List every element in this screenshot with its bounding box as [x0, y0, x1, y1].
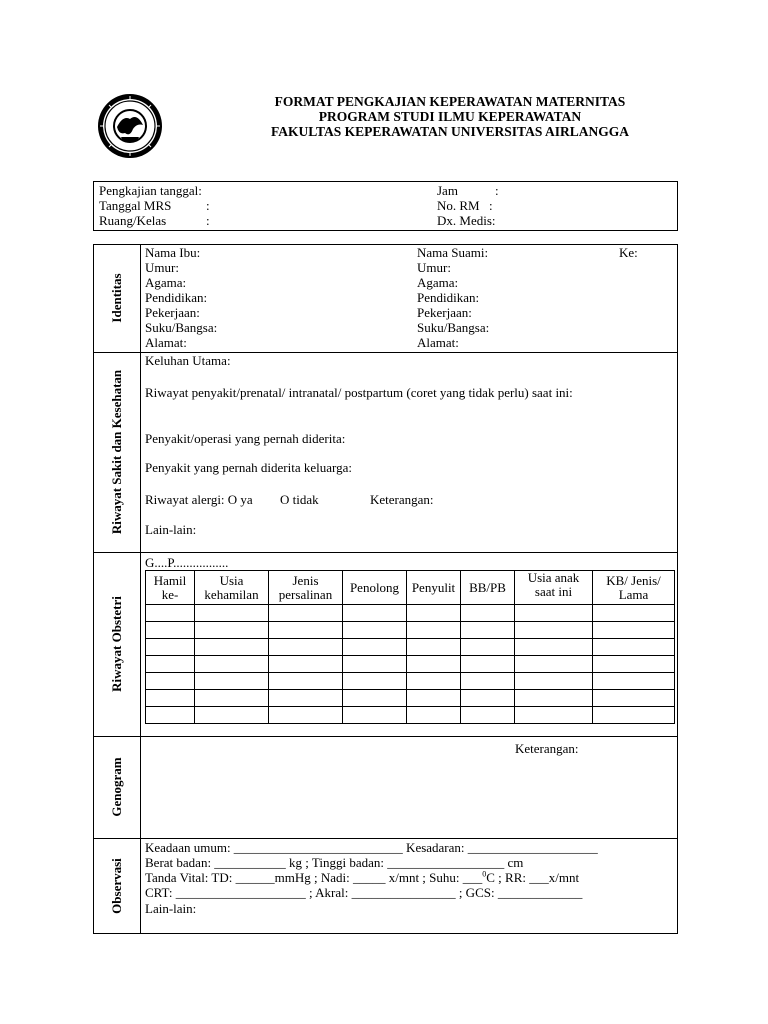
genogram-keterangan-field: Keterangan:: [515, 741, 579, 756]
gravida-para-field: G....P.................: [145, 555, 229, 570]
suami-field-alamat: Alamat:: [417, 335, 459, 350]
section-label-identitas: Identitas: [109, 273, 124, 323]
obstetric-history-table: [145, 570, 675, 724]
form-title-line-3: FAKULTAS KEPERAWATAN UNIVERSITAS AIRLANGGA: [271, 124, 629, 139]
suami-field-pendidikan: Pendidikan:: [417, 290, 480, 305]
ibu-field-pendidikan: Pendidikan:: [145, 290, 208, 305]
header-hamil-ke: Hamil ke-: [146, 571, 195, 605]
suami-field-nama: Nama Suami:: [417, 245, 489, 260]
operasi-field: Penyakit/operasi yang pernah diderita:: [145, 431, 346, 446]
ke-field: Ke:: [619, 245, 638, 260]
university-seal-logo: [97, 93, 163, 159]
ibu-field-agama: Agama:: [145, 275, 187, 290]
section-label-observasi: Observasi: [109, 858, 124, 914]
table-row: [146, 605, 675, 622]
alergi-tidak-option: O tidak: [280, 492, 319, 507]
riwayat-penyakit-field: Riwayat penyakit/prenatal/ intranatal/ postpartum (coret yang tidak perlu) saat ini:: [145, 385, 573, 400]
ibu-field-alamat: Alamat:: [145, 335, 187, 350]
table-row: [146, 639, 675, 656]
suami-field-pekerjaan: Pekerjaan:: [417, 305, 472, 320]
ibu-field-umur: Umur:: [145, 260, 179, 275]
section-label-riwayat-sakit: Riwayat Sakit dan Kesehatan: [109, 369, 124, 535]
no-rm-label: No. RM: [437, 198, 480, 213]
header-jenis-persalinan: Jenis persalinan: [269, 571, 343, 605]
ibu-field-suku: Suku/Bangsa:: [145, 320, 218, 335]
form-title-line-2: PROGRAM STUDI ILMU KEPERAWATAN: [318, 109, 582, 124]
tanggal-mrs-label: Tanggal MRS: [99, 198, 172, 213]
table-row: [146, 707, 675, 724]
tanda-vital-field: Tanda Vital: TD: ______mmHg ; Nadi: _____ x/mnt ; Suhu: ___$^0$C ; RR: ___x/mnt: [145, 869, 580, 885]
ruang-kelas-label: Ruang/Kelas: [99, 213, 167, 228]
section-label-genogram: Genogram: [109, 757, 124, 817]
alergi-ya-option: Riwayat alergi: O ya: [145, 492, 253, 507]
suami-field-agama: Agama:: [417, 275, 459, 290]
dx-medis-label: Dx. Medis:: [437, 213, 496, 228]
table-row: [146, 622, 675, 639]
header-usia-kehamilan: Usia kehamilan: [195, 571, 269, 605]
keluhan-utama-field: Keluhan Utama:: [145, 353, 231, 368]
lain-lain-field: Lain-lain:: [145, 522, 197, 537]
berat-tinggi-field: Berat badan: ___________ kg ; Tinggi badan: __________________ cm: [145, 855, 524, 870]
section-label-riwayat-obstetri: Riwayat Obstetri: [109, 596, 124, 692]
divider-genogram: [93, 838, 678, 839]
table-row: [146, 656, 675, 673]
jam-label: Jam: [437, 183, 458, 198]
ibu-field-nama: Nama Ibu:: [145, 245, 201, 260]
header-penyulit: Penyulit: [407, 571, 461, 605]
penyakit-keluarga-field: Penyakit yang pernah diderita keluarga:: [145, 460, 352, 475]
tanggal-mrs-colon: :: [206, 198, 210, 213]
header-kb-jenis-lama: KB/ Jenis/ Lama: [593, 571, 675, 605]
jam-colon: :: [495, 183, 499, 198]
table-header-row: [146, 571, 675, 605]
admission-info-box: [93, 181, 678, 231]
form-title-line-1: FORMAT PENGKAJIAN KEPERAWATAN MATERNITAS: [274, 94, 626, 109]
pengkajian-label: Pengkajian tanggal:: [99, 183, 202, 198]
no-rm-colon: :: [489, 198, 493, 213]
header-usia-anak: Usia anak saat ini: [515, 571, 593, 605]
ibu-field-pekerjaan: Pekerjaan:: [145, 305, 200, 320]
keadaan-umum-field: Keadaan umum: __________________________ Kesadaran: ____________________: [145, 840, 598, 855]
table-row: [146, 673, 675, 690]
suami-field-umur: Umur:: [417, 260, 451, 275]
observasi-lain-lain-field: Lain-lain:: [145, 901, 197, 916]
ruang-kelas-colon: :: [206, 213, 210, 228]
label-column-divider: [140, 244, 141, 934]
alergi-keterangan-field: Keterangan:: [370, 492, 434, 507]
suami-field-suku: Suku/Bangsa:: [417, 320, 490, 335]
crt-akral-gcs-field: CRT: ____________________ ; Akral: ________________ ; GCS: _____________: [145, 885, 583, 900]
header-bb-pb: BB/PB: [461, 571, 515, 605]
divider-obstetri: [93, 736, 678, 737]
header-penolong: Penolong: [343, 571, 407, 605]
table-row: [146, 690, 675, 707]
divider-riwayat-sakit: [93, 552, 678, 553]
